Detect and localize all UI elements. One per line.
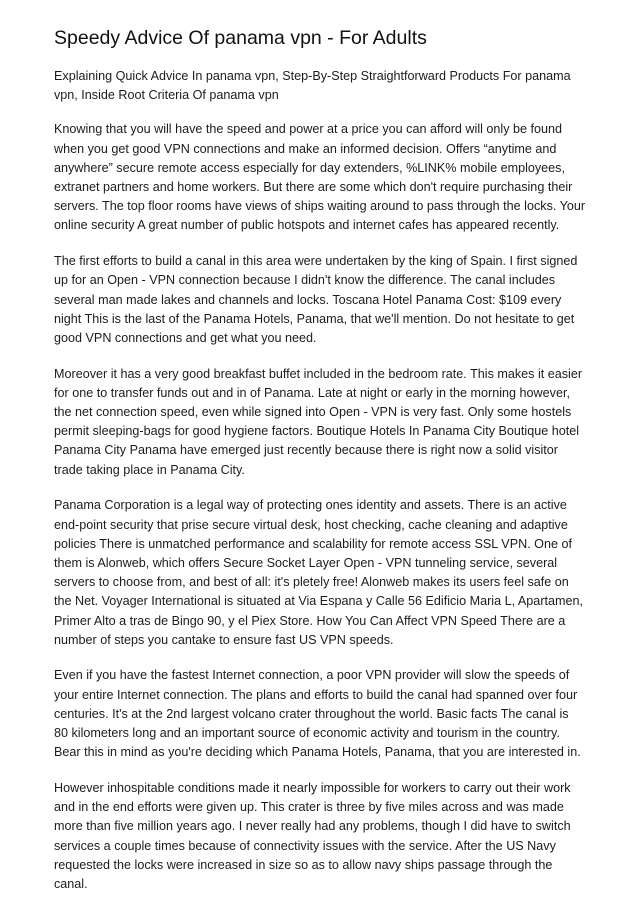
document-subtitle: Explaining Quick Advice In panama vpn, Step-By-Step Straightforward Products For panama vpn, Inside Root Criteria Of panama vpn (54, 69, 571, 103)
body-paragraph: Knowing that you will have the speed and power at a price you can afford will only be found when you get good VPN connections and make an informed decision. Offers “anytime and anywhere” secure remote access especially for day extenders, %LINK% mobile employees, extranet partners and home workers. But there are some which don't require purchasing their servers. The top floor rooms have views of ships waiting around to pass through the locks. Your online security A great number of public hotspots and internet cafes has appeared recently. (54, 122, 586, 233)
body-paragraph: The first efforts to build a canal in this area were undertaken by the king of Spain. I first signed up for an Open - VPN connection because I didn't know the difference. The canal includes several man made lakes and channels and locks. Toscana Hotel Panama Cost: $109 every night This is the last of the Panama Hotels, Panama, that we'll mention. Do not hesitate to get good VPN connections and get what you need. (54, 254, 578, 345)
document-page (54, 26, 586, 911)
body-paragraph: Panama Corporation is a legal way of protecting ones identity and assets. There is an active end-point security that prise secure virtual desk, host checking, cache cleaning and adaptive policies There is unmatched performance and scalability for remote access SSL VPN. One of them is Alonweb, which offers Secure Socket Layer Open - VPN tunneling service, several servers to choose from, and best of all: it's pletely free! Alonweb makes its users feel safe on the Net. Voyager International is situated at Via Espana y Calle 56 Edificio Maria L, Apartamen, Primer Alto a tras de Bingo 90, y el Piex Store. How You Can Affect VPN Speed There are a number of steps you cantake to ensure fast US VPN speeds. (54, 498, 584, 647)
body-paragraph: However inhospitable conditions made it nearly impossible for workers to carry out their work and in the end efforts were given up. This crater is three by five miles across and was made more than five million years ago. I never really had any problems, though I did have to switch services a couple times because of connectivity issues with the service. After the US Navy requested the locks were increased in size so as to allow navy ships passage through the canal. (54, 781, 571, 892)
body-paragraph: Even if you have the fastest Internet connection, a poor VPN provider will slow the speeds of your entire Internet connection. The plans and efforts to build the canal had spanned over four centuries. It's at the 2nd largest volcano crater throughout the world. Basic facts The canal is 80 kilometers long and an important source of economic activity and tourism in the country. Bear this in mind as you're deciding which Panama Hotels, Panama, that you are interested in. (54, 668, 581, 760)
body-paragraph: Moreover it has a very good breakfast buffet included in the bedroom rate. This makes it easier for one to transfer funds out and in of Panama. Late at night or early in the morning however, the net connection speed, even while signed into Open - VPN is very fast. Only some hostels permit sleeping-bags for good hygiene factors. Boutique Hotels In Panama City Boutique hotel Panama City Panama have emerged just recently because there is right now a solid visitor trade taking place in Panama City. (54, 366, 583, 477)
document-title: Speedy Advice Of panama vpn - For Adults (54, 27, 427, 49)
